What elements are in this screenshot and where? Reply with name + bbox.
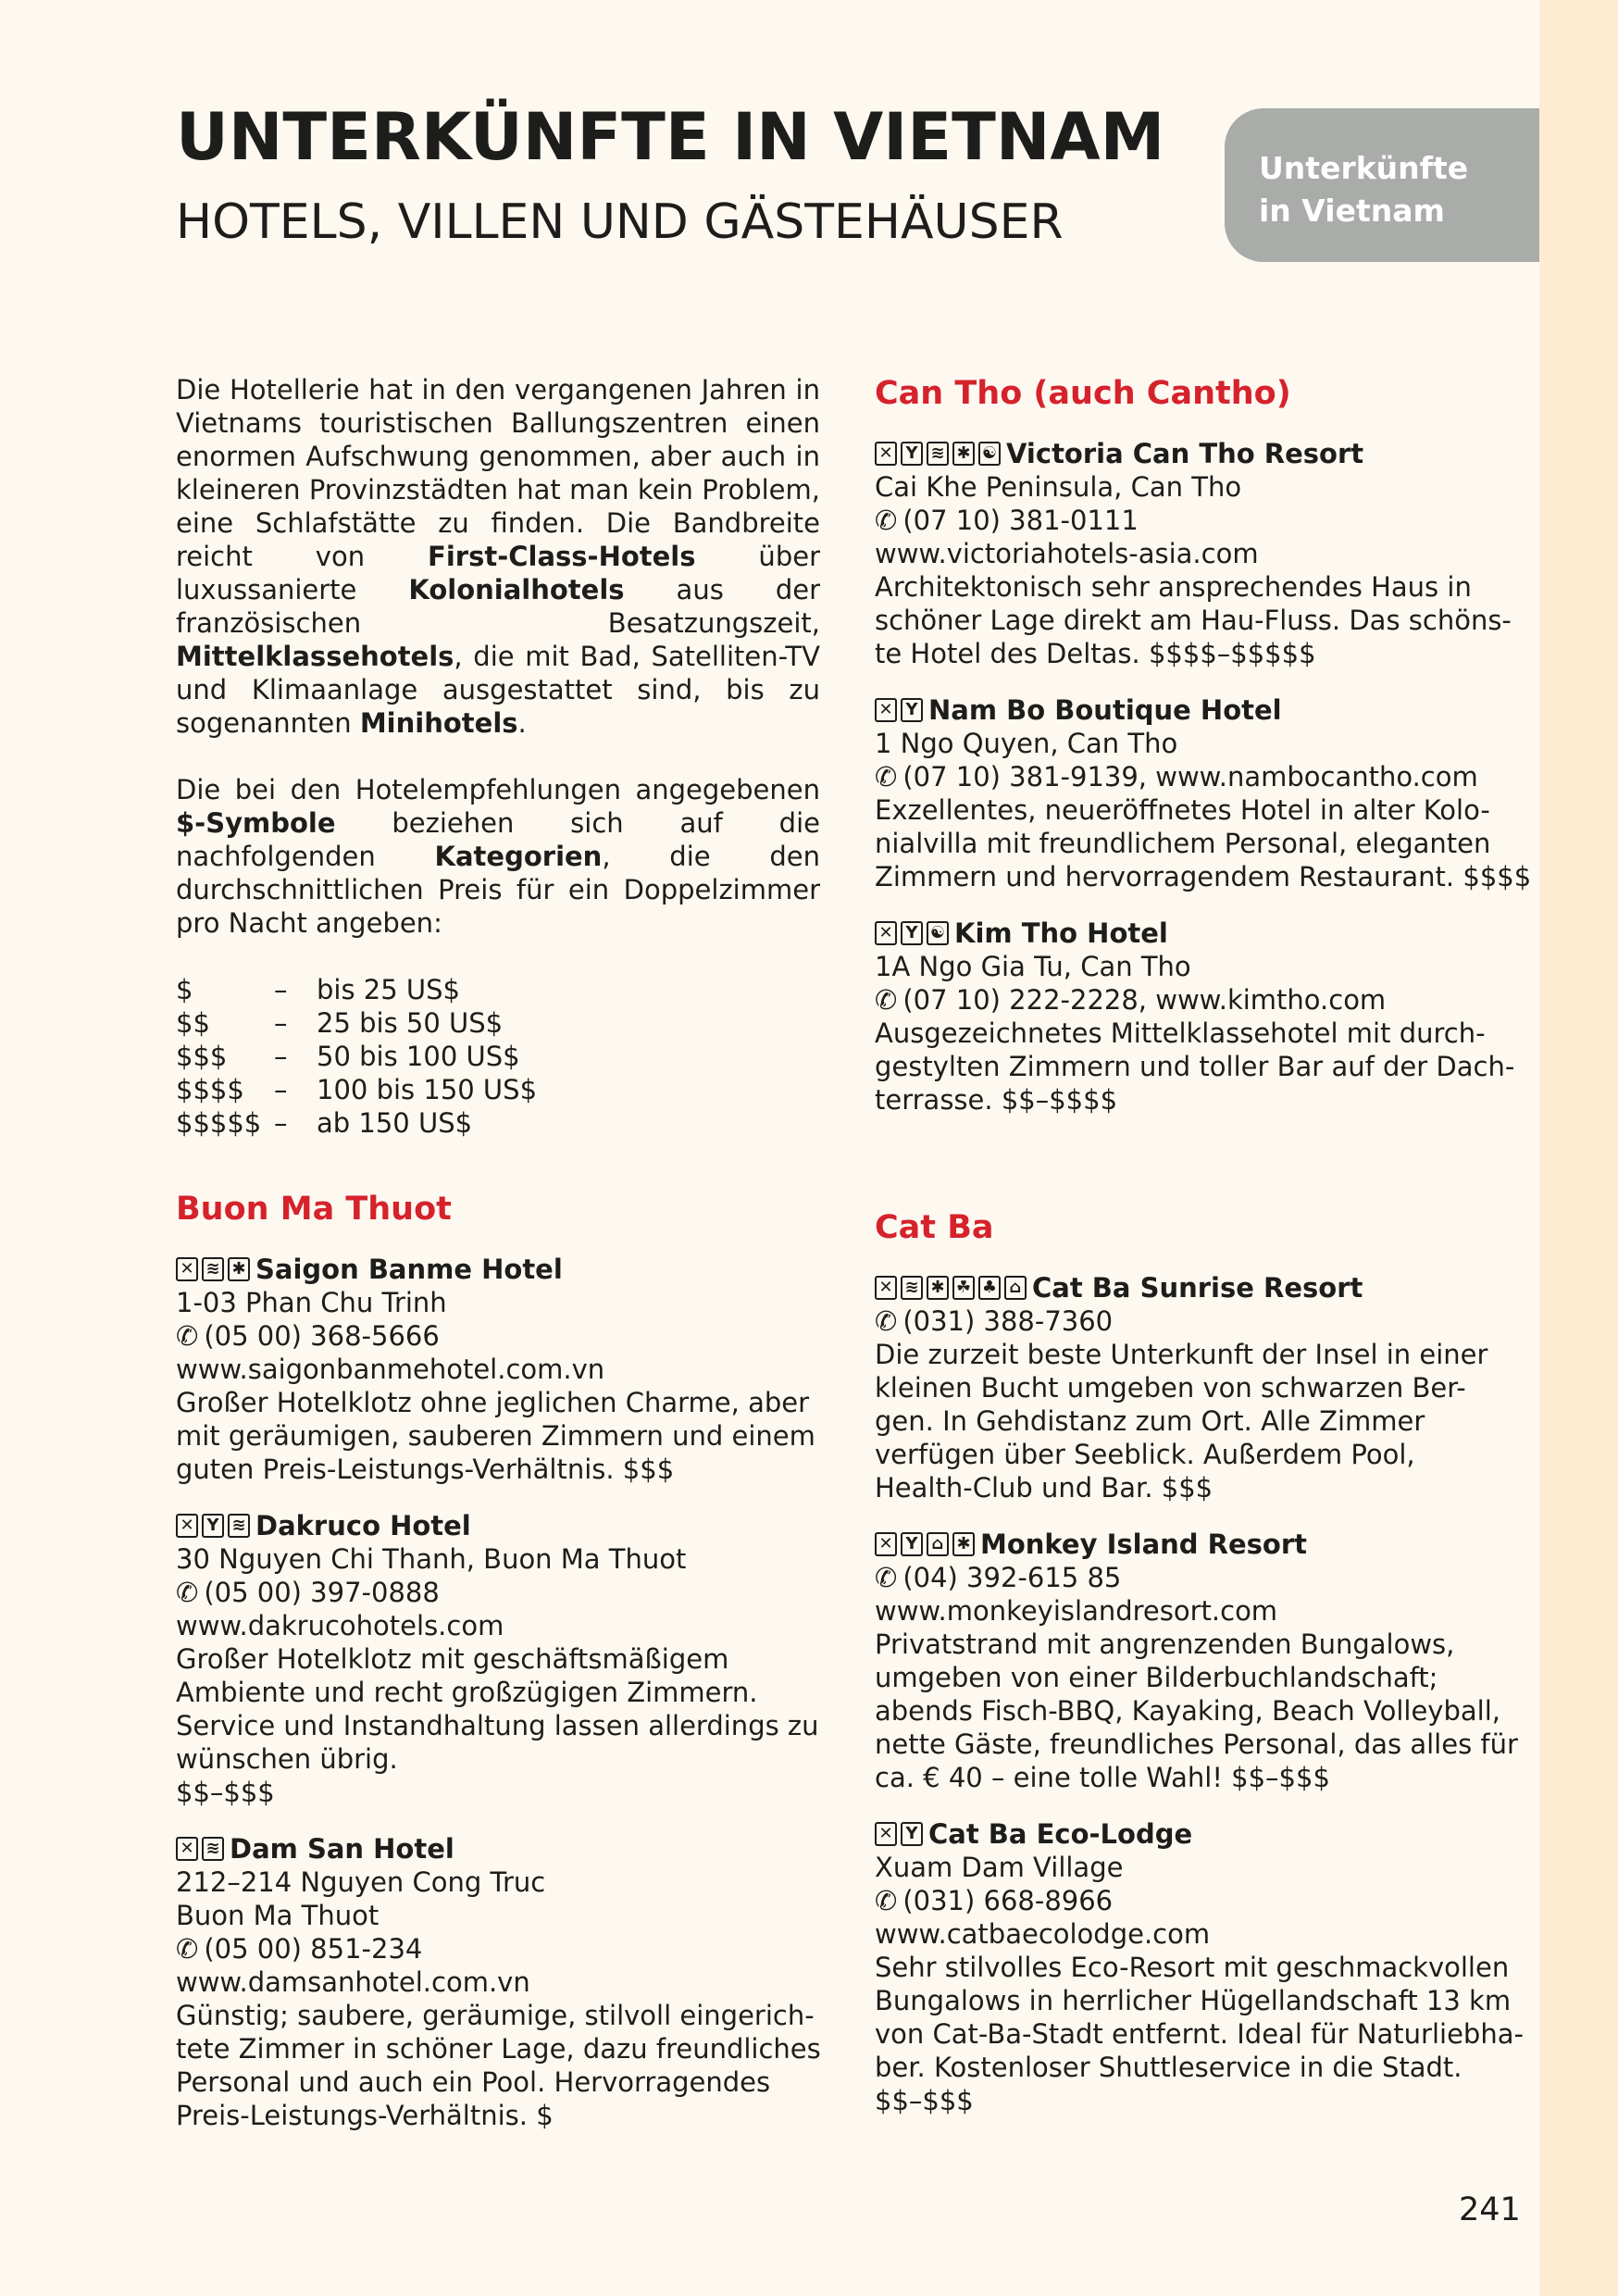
hotel-description-line: Sehr stilvolles Eco-Resort mit geschmackvollen [875,1952,1510,1983]
phone-number: (07 10) 381-9139, www.nambocantho.com [902,761,1478,792]
hotel-description-line: terrasse. $$–$$$$ [875,1084,1118,1116]
hotel-description-line: Exzellentes, neueröffnetes Hotel in alter Kolo- [875,794,1490,826]
hotel-description-line: Personal und auch ein Pool. Hervorragendes [176,2066,771,2098]
hotel-description-line: Günstig; saubere, geräumige, stilvoll eingerich- [176,2000,815,2031]
fitness-icon: ✱ [228,1257,250,1281]
hotel-name: Monkey Island Resort [980,1529,1308,1560]
hotel-phone [176,1932,842,1965]
amenity-icons [875,1532,975,1556]
hotel-address: 212–214 Nguyen Cong Truc [176,1866,546,1898]
hotel-description-line: Großer Hotelklotz ohne jeglichen Charme, aber [176,1387,810,1418]
phone-icon: ✆ [875,1885,898,1916]
price-category-list [176,973,820,1140]
hotel-description-line: tete Zimmer in schöner Lage, dazu freundliches [176,2033,821,2065]
phone-icon: ✆ [176,1577,199,1608]
restaurant-icon: ✕ [875,1532,897,1556]
side-strip [1539,0,1618,2296]
hotel-description-line: gen. In Gehdistanz zum Ort. Alle Zimmer [875,1405,1425,1437]
hotel-description-line: Bungalows in herrlicher Hügellandschaft 13 km [875,1985,1512,2016]
spa-icon: ☯ [978,442,1001,466]
price-dash: – [274,1107,288,1139]
hotel-entry [875,437,1541,670]
intro-paragraph-categories [176,773,820,940]
hotel-entry [176,1253,842,1486]
hotel-heading [875,437,1541,470]
city-section-buon-ma-thuot [176,1189,842,2132]
phone-number: (07 10) 222-2228, www.kimtho.com [902,984,1387,1016]
phone-number: (05 00) 397-0888 [204,1577,440,1608]
pool-icon: ≋ [228,1514,250,1538]
phone-number: (07 10) 381-0111 [902,505,1139,536]
hotel-name: Nam Bo Boutique Hotel [928,694,1282,726]
amenity-icons [176,1257,250,1281]
beach-icon: ⌂ [927,1532,949,1556]
phone-number: (031) 668-8966 [902,1885,1114,1916]
phone-icon: ✆ [875,1305,898,1337]
phone-number: (031) 388-7360 [902,1305,1114,1337]
phone-icon: ✆ [875,1562,898,1593]
fitness-icon: ✱ [927,1276,949,1300]
hotel-description-line: Architektonisch sehr ansprechendes Haus in [875,571,1472,603]
hotel-description-line: $$–$$$ [176,1777,275,1808]
bar-icon: Y [901,1822,923,1846]
text-run: beziehen sich auf die nachfolgenden [176,807,820,872]
bar-icon: Y [901,1532,923,1556]
hotel-description-line: www.damsanhotel.com.vn [176,1966,530,1998]
text-run: Die Hotellerie hat in den vergangenen Jahren in Vietnams touristischen Ballungszentren einen enormen Aufschwung genommen, aber auch in kleineren Provinzstädten hat man kein Problem, eine Schlafstätte zu finden. Die Bandbreite reicht von [176,374,820,572]
hotel-description-line: umgeben von einer Bilderbuchlandschaft; [875,1662,1438,1693]
price-symbol: $$$ [176,1041,228,1072]
hotel-phone [875,1304,1541,1338]
emphasis: Kolonialhotels [408,574,625,605]
hotel-description-line: Ambiente und recht großzügigen Zimmern. [176,1677,758,1708]
hotel-description-line: te Hotel des Deltas. $$$$–$$$$$ [875,638,1316,669]
phone-number: (05 00) 851-234 [204,1933,423,1965]
amenity-icons [875,698,923,722]
text-run: , die mit Bad, Satelliten-TV und Klimaanlage ausgestattet sind, bis zu sogenannten [176,641,820,739]
hotel-phone [875,504,1541,537]
text-run: über luxussanierte [176,541,820,605]
hotel-name: Cat Ba Sunrise Resort [1032,1272,1363,1304]
hotel-description-line: www.dakrucohotels.com [176,1610,504,1641]
hotel-description-line: www.victoriahotels-asia.com [875,538,1259,569]
hotel-description-line: www.saigonbanmehotel.com.vn [176,1354,605,1385]
restaurant-icon: ✕ [875,1276,897,1300]
hotel-address: 30 Nguyen Chi Thanh, Buon Ma Thuot [176,1543,687,1575]
hotel-address: 1 Ngo Quyen, Can Tho [875,728,1178,759]
hotel-phone [875,983,1541,1017]
hotel-description-line: abends Fisch-BBQ, Kayaking, Beach Volleyball, [875,1695,1500,1727]
hotel-name: Kim Tho Hotel [954,917,1168,949]
page-number: 241 [1459,2191,1521,2228]
price-range: 25 bis 50 US$ [317,1007,504,1039]
hotel-description-line: Großer Hotelklotz mit geschäftsmäßigem [176,1643,729,1675]
hotel-entry [875,1817,1541,2117]
price-dash: – [274,1041,288,1072]
price-range: 50 bis 100 US$ [317,1041,520,1072]
hotel-name: Victoria Can Tho Resort [1006,438,1364,469]
hotel-heading [176,1509,842,1542]
fitness-icon: ✱ [952,1532,975,1556]
hotel-description-line: verfügen über Seeblick. Außerdem Pool, [875,1439,1415,1470]
intro-paragraph [176,373,820,740]
city-heading: Buon Ma Thuot [176,1191,452,1228]
spa-icon: ☯ [927,921,949,945]
bar-icon: Y [901,921,923,945]
restaurant-icon: ✕ [875,1822,897,1846]
hotel-description-line: Service und Instandhaltung lassen allerdings zu [176,1710,819,1741]
hotel-address: Xuam Dam Village [875,1852,1124,1883]
restaurant-icon: ✕ [176,1257,198,1281]
emphasis: Minihotels [359,707,518,739]
hotel-description-line: Privatstrand mit angrenzenden Bungalows, [875,1628,1455,1660]
bar-icon: Y [202,1514,224,1538]
hotel-description-line: www.catbaecolodge.com [875,1918,1211,1950]
hotel-description-line: nialvilla mit freundlichem Personal, eleganten [875,828,1491,859]
hotel-description-line: mit geräumigen, sauberen Zimmern und einem [176,1420,815,1452]
pool-icon: ≋ [901,1276,923,1300]
restaurant-icon: ✕ [176,1837,198,1861]
hotel-phone [176,1319,842,1353]
restaurant-icon: ✕ [875,442,897,466]
phone-icon: ✆ [176,1320,199,1352]
hotel-description-line: ber. Kostenloser Shuttleservice in die Stadt. [875,2052,1462,2083]
hotel-name: Dakruco Hotel [255,1510,471,1541]
hotel-description-line: Health-Club und Bar. $$$ [875,1472,1214,1504]
hotel-description-line: schöner Lage direkt am Hau-Fluss. Das schöns- [875,605,1512,636]
chapter-tab-line1: Unterkünfte [1259,150,1469,186]
hotel-heading [875,1817,1541,1851]
price-dash: – [274,1074,288,1105]
bar-icon: Y [901,442,923,466]
hotel-heading [875,917,1541,950]
hotel-entry [176,1509,842,1809]
hotel-description-line: Zimmern und hervorragendem Restaurant. $$$$ [875,861,1532,892]
emphasis: Mittelklassehotels [176,641,454,672]
fitness-icon: ✱ [952,442,975,466]
price-dash: – [274,974,288,1005]
price-dash: – [274,1007,288,1039]
hotel-entry [176,1832,842,2132]
city-heading: Cat Ba [875,1209,994,1246]
pool-icon: ≋ [927,442,949,466]
page-subtitle: HOTELS, VILLEN UND GÄSTEHÄUSER [176,194,1064,250]
emphasis: First-Class-Hotels [428,541,696,572]
price-category-row [176,1006,820,1040]
emphasis: $-Symbole [176,807,336,839]
hotel-heading [875,1528,1541,1561]
hotel-description-line: www.monkeyislandresort.com [875,1595,1278,1627]
bar-icon: Y [901,698,923,722]
price-category-row [176,1106,820,1140]
city-heading: Can Tho (auch Cantho) [875,375,1291,412]
hotel-description-line: kleinen Bucht umgeben von schwarzen Ber- [875,1372,1466,1404]
hotel-entry [875,693,1541,893]
hotel-address: 1A Ngo Gia Tu, Can Tho [875,951,1191,982]
price-range: bis 25 US$ [317,974,460,1005]
amenity-icons [176,1837,224,1861]
emphasis: Kategorien [434,841,603,872]
hotel-description-line: ca. € 40 – eine tolle Wahl! $$–$$$ [875,1762,1330,1793]
amenity-icons [176,1514,250,1538]
hotel-entry [875,1528,1541,1794]
price-category-row [176,1073,820,1106]
price-range: ab 150 US$ [317,1107,473,1139]
price-category-row [176,1040,820,1073]
text-run: , die den durchschnittlichen Preis für ein Doppelzimmer pro Nacht angeben: [176,841,821,939]
phone-number: (05 00) 368-5666 [204,1320,440,1352]
hotel-description-line: Die zurzeit beste Unterkunft der Insel in einer [875,1339,1488,1370]
hotel-phone [875,1884,1541,1917]
hotel-name: Cat Ba Eco-Lodge [928,1818,1193,1850]
price-symbol: $ [176,974,193,1005]
beach-icon: ⌂ [1004,1276,1027,1300]
hotel-heading [875,693,1541,727]
text-run: Die bei den Hotelempfehlungen angegebenen [176,774,820,805]
price-symbol: $$$$ [176,1074,244,1105]
price-symbol: $$ [176,1007,210,1039]
hotel-heading [176,1253,842,1286]
hotel-description-line: wünschen übrig. [176,1743,398,1775]
amenity-icons [875,1276,1027,1300]
wellness-icon: ☘ [952,1276,975,1300]
hotel-entry [875,1271,1541,1504]
hotel-name: Saigon Banme Hotel [255,1254,563,1285]
chapter-tab [1225,108,1539,262]
hotel-description-line: gestylten Zimmern und toller Bar auf der Dach- [875,1051,1515,1082]
text-run: . [517,707,527,739]
hotel-description-line: nette Gäste, freundliches Personal, das alles für [875,1728,1518,1760]
phone-icon: ✆ [875,984,898,1016]
garden-icon: ♣ [978,1276,1001,1300]
restaurant-icon: ✕ [176,1514,198,1538]
phone-icon: ✆ [176,1933,199,1965]
price-range: 100 bis 150 US$ [317,1074,538,1105]
amenity-icons [875,1822,923,1846]
hotel-address: 1-03 Phan Chu Trinh [176,1287,447,1318]
restaurant-icon: ✕ [875,698,897,722]
phone-icon: ✆ [875,505,898,536]
page-title: UNTERKÜNFTE IN VIETNAM [176,99,1165,175]
restaurant-icon: ✕ [875,921,897,945]
price-symbol: $$$$$ [176,1107,262,1139]
phone-number: (04) 392-615 85 [902,1562,1122,1593]
hotel-description-line: von Cat-Ba-Stadt entfernt. Ideal für Naturliebha- [875,2018,1524,2050]
hotel-address: Cai Khe Peninsula, Can Tho [875,471,1242,503]
hotel-description-line: Ausgezeichnetes Mittelklassehotel mit durch- [875,1017,1486,1049]
left-column [176,373,820,1140]
pool-icon: ≋ [202,1837,224,1861]
hotel-description-line: guten Preis-Leistungs-Verhältnis. $$$ [176,1454,675,1485]
hotel-name: Dam San Hotel [230,1833,454,1865]
hotel-heading [176,1832,842,1866]
phone-icon: ✆ [875,761,898,792]
city-section-can-tho [875,373,1541,1117]
amenity-icons [875,442,1001,466]
hotel-phone [875,760,1541,793]
hotel-phone [875,1561,1541,1594]
hotel-address: Buon Ma Thuot [176,1900,380,1931]
hotel-entry [875,917,1541,1117]
chapter-tab-line2: in Vietnam [1259,193,1445,229]
hotel-description-line: Preis-Leistungs-Verhältnis. $ [176,2100,554,2131]
hotel-phone [176,1576,842,1609]
amenity-icons [875,921,949,945]
text-run: aus der französischen Besatzungszeit, [176,574,820,639]
city-section-cat-ba [875,1207,1541,2117]
hotel-heading [875,1271,1541,1304]
hotel-description-line: $$–$$$ [875,2085,974,2116]
price-category-row [176,973,820,1006]
pool-icon: ≋ [202,1257,224,1281]
